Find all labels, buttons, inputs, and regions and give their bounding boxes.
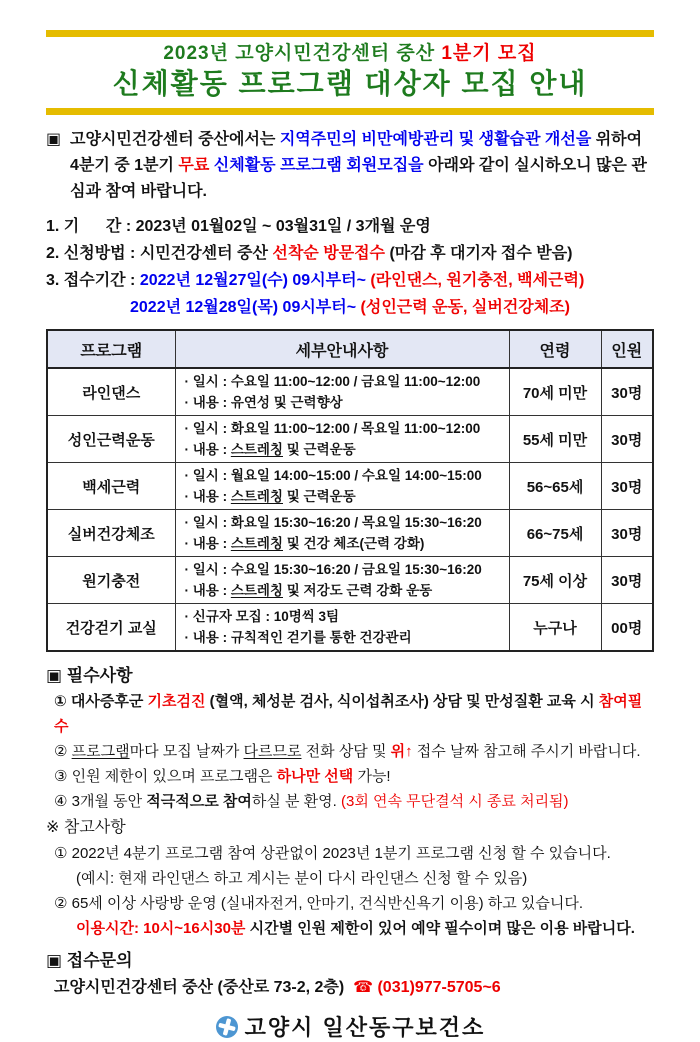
org-name: 고양시 일산동구보건소 [244,1015,486,1040]
notice-list [46,213,654,321]
detail-line [185,418,503,439]
required-section-title-text: 필수사항 [66,666,133,685]
text-segment: · 내용 : [184,536,231,551]
text-segment: 및 근력운동 [283,489,356,504]
text-line [54,974,654,1001]
col-header-age: 연령 [509,330,601,368]
text-line [46,240,654,267]
details-cell [175,604,509,652]
details-cell [175,368,509,416]
text-segment: 지역주민의 비만예방관리 및 생활습관 개선을 [279,131,592,148]
square-bullet-icon: ▣ [46,131,62,148]
text-segment: 및 저강도 근력 강화 운동 [283,583,433,598]
table-row [47,557,653,604]
program-cell: 라인댄스 [47,368,175,416]
program-cell: 백세근력 [47,463,175,510]
text-segment: (031)977-5705~6 [373,979,501,996]
text-segment: 프로그램 [71,743,130,760]
text-segment: (라인댄스, 원기충전, 백세근력) [370,272,585,289]
detail-line [185,533,503,554]
program-cell: 실버건강체조 [47,510,175,557]
text-segment: 무료 [178,157,210,174]
contact-section-title [46,947,654,974]
detail-line [185,512,503,533]
footer-org [46,1011,654,1042]
banner-subtitle [46,41,654,67]
text-line [54,866,654,891]
text-line [46,213,654,240]
reference-marker-icon: ※ [46,819,60,836]
text-segment: 스트레칭 [230,583,283,598]
detail-line [185,559,503,580]
reference-section [46,814,654,941]
text-segment: 참여필수 [54,693,643,735]
age-cell: 누구나 [509,604,601,652]
age-cell: 66~75세 [509,510,601,557]
capacity-cell: 30명 [601,416,653,463]
square-bullet-icon: ▣ [46,951,63,970]
capacity-cell: 30명 [601,463,653,510]
col-header-details: 세부안내사항 [175,330,509,368]
text-segment: 다르므로 [243,743,302,760]
text-segment: 고양시민건강센터 중산에서는 [70,131,280,148]
text-segment: 이용시간: 10시~16시30분 [76,920,246,937]
col-header-program: 프로그램 [47,330,175,368]
text-line [54,891,654,916]
text-segment: 마다 모집 날짜가 [129,743,244,760]
program-cell: 성인근력운동 [47,416,175,463]
detail-line [185,371,503,392]
text-segment: ② [54,743,72,760]
text-line [54,841,654,866]
text-segment: ☎ [353,979,374,996]
table-header-row [47,330,653,368]
text-segment: 위↑ [390,743,413,760]
age-cell: 75세 이상 [509,557,601,604]
text-segment: ① 대사증후군 [54,693,148,710]
program-cell: 건강걷기 교실 [47,604,175,652]
text-line [54,916,654,941]
banner-subtitle-accent: 1분기 모집 [441,43,537,64]
text-segment: 1. 기 간 : 2023년 01월02일 ~ 03월31일 / 3개월 운영 [46,218,431,235]
detail-line [185,465,503,486]
capacity-cell: 00명 [601,604,653,652]
text-segment: · 내용 : 유연성 및 근력향상 [184,395,343,410]
text-segment: 2. 신청방법 : 시민건강센터 중산 [46,245,273,262]
intro-paragraph [46,127,654,205]
age-cell: 70세 미만 [509,368,601,416]
text-line [54,739,654,764]
text-segment: · 내용 : [184,442,231,457]
text-line [46,294,654,321]
text-segment: 위하여 4분기 중 1분기 [70,131,647,174]
text-segment: · 내용 : 규칙적인 걷기를 통한 건강관리 [184,630,412,645]
col-header-capacity: 인원 [601,330,653,368]
text-segment: · 일시 : 화요일 15:30~16:20 / 목요일 15:30~16:20 [184,515,482,530]
text-segment: · 일시 : 수요일 15:30~16:20 / 금요일 15:30~16:20 [184,562,482,577]
program-table [46,329,654,652]
age-cell: 56~65세 [509,463,601,510]
text-segment: 및 근력운동 [283,442,356,457]
age-cell: 55세 미만 [509,416,601,463]
text-line [46,267,654,294]
text-segment: · 일시 : 화요일 11:00~12:00 / 목요일 11:00~12:00 [184,421,481,436]
text-segment: 아래와 같이 실시하오니 많은 관심과 참여 바랍니다. [70,157,647,200]
contact-section [46,947,654,1001]
text-segment: 적극적으로 참여 [146,793,252,810]
detail-line [185,486,503,507]
text-segment: 가능! [353,768,391,785]
text-segment: 시간별 인원 제한이 있어 예약 필수이며 많은 이용 바랍니다. [245,920,635,937]
text-line [54,764,654,789]
text-segment: (예시: 현재 라인댄스 하고 계시는 분이 다시 라인댄스 신청 할 수 있음) [76,870,528,887]
table-row [47,463,653,510]
table-row [47,368,653,416]
text-segment: · 신규자 모집 : 10명씩 3팀 [184,609,340,624]
required-section-title [46,662,654,689]
contact-section-title-text: 접수문의 [66,951,133,970]
details-cell [175,416,509,463]
text-segment: 고양시민건강센터 중산 (중산로 73-2, 2층) [54,979,354,996]
capacity-cell: 30명 [601,510,653,557]
text-segment: ② 65세 이상 사랑방 운영 (실내자전거, 안마기, 건식반신욕기 이용) 하고 있습니다. [54,895,584,912]
text-segment: 하실 분 환영. [251,793,341,810]
text-segment: ① 2022년 4분기 프로그램 참여 상관없이 2023년 1분기 프로그램 신청 할 수 있습니다. [54,845,611,862]
title-banner [46,30,654,115]
table-row [47,510,653,557]
table-row [47,416,653,463]
reference-section-title-text: 참고사항 [63,819,126,836]
text-segment: (혈액, 체성분 검사, 식이섭취조사) 상담 및 만성질환 교육 시 [205,693,599,710]
intro-text [70,131,647,200]
text-segment: 스트레칭 [230,442,283,457]
capacity-cell: 30명 [601,557,653,604]
square-bullet-icon: ▣ [46,666,63,685]
text-segment: 전화 상담 및 [301,743,391,760]
text-line [54,689,654,739]
text-segment: 3. 접수기간 : [46,272,140,289]
detail-line [185,627,503,648]
text-segment: 신체활동 프로그램 회원모집을 [213,157,424,174]
detail-line [185,580,503,601]
text-segment: 2022년 12월27일(수) 09시부터~ [139,272,366,289]
banner-subtitle-main: 2023년 고양시민건강센터 중산 [163,43,442,64]
page-title: 신체활동 프로그램 대상자 모집 안내 [112,68,588,99]
details-cell [175,510,509,557]
text-segment: (3회 연속 무단결석 시 종료 처리됨) [341,793,569,810]
program-table-body [47,368,653,651]
text-segment: ③ 인원 제한이 있으며 프로그램은 [54,768,277,785]
text-segment: · 일시 : 월요일 14:00~15:00 / 수요일 14:00~15:00 [184,468,482,483]
medical-cross-icon [215,1015,239,1039]
details-cell [175,463,509,510]
contact-lines [46,974,654,1001]
text-segment: 하나만 선택 [276,768,354,785]
text-segment: ④ 3개월 동안 [54,793,147,810]
text-segment: 선착순 방문접수 [272,245,386,262]
detail-line [185,392,503,413]
text-segment: · 일시 : 수요일 11:00~12:00 / 금요일 11:00~12:00 [184,374,481,389]
detail-line [185,439,503,460]
text-segment: 2022년 12월28일(목) 09시부터~ [130,299,357,316]
text-segment: · 내용 : [184,583,231,598]
detail-line [185,606,503,627]
required-items [46,689,654,814]
table-row [47,604,653,652]
text-segment: · 내용 : [184,489,231,504]
text-segment: (성인근력 운동, 실버건강체조) [360,299,570,316]
text-segment: 스트레칭 [230,536,283,551]
text-segment: 기초검진 [147,693,206,710]
program-cell: 원기충전 [47,557,175,604]
text-line [54,789,654,814]
capacity-cell: 30명 [601,368,653,416]
reference-items [46,841,654,941]
text-segment: 및 건강 체조(근력 강화) [283,536,425,551]
required-section [46,662,654,814]
details-cell [175,557,509,604]
text-segment: 접수 날짜 참고해 주시기 바랍니다. [412,743,641,760]
text-segment: (마감 후 대기자 접수 받음) [385,245,573,262]
text-segment: 스트레칭 [230,489,283,504]
reference-section-title [46,814,654,841]
